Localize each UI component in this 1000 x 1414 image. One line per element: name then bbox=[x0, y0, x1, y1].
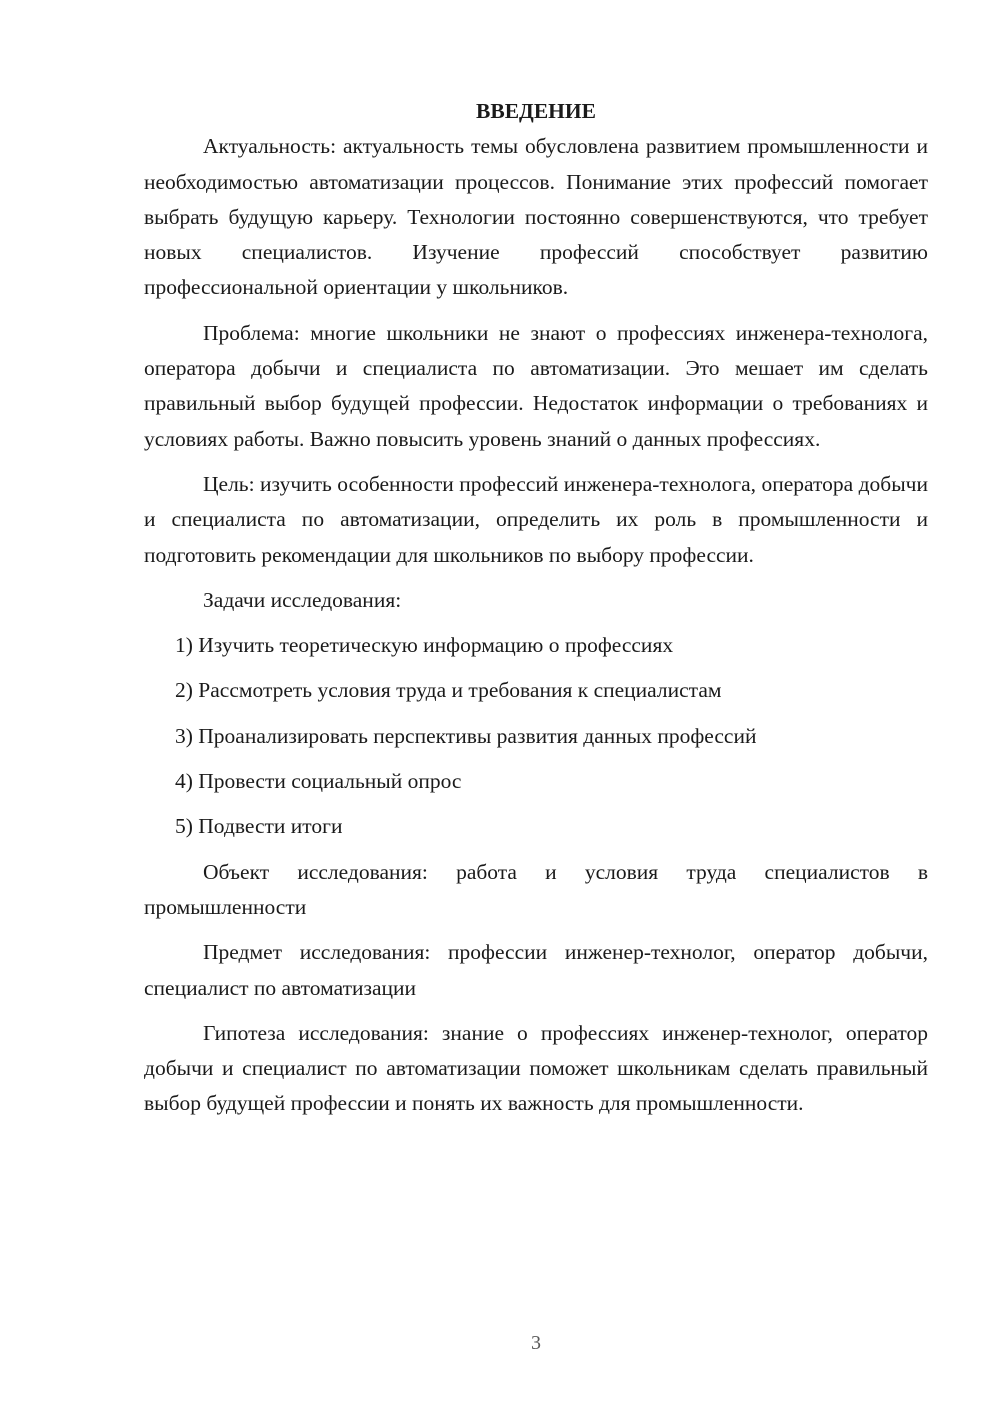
tasks-heading: Задачи исследования: bbox=[203, 587, 402, 612]
tasks-list bbox=[144, 628, 928, 844]
page-number: 3 bbox=[531, 1332, 541, 1354]
paragraph-subject: Предмет исследования: профессии инженер-технолог, оператор добычи, специалист по автоматизации bbox=[144, 940, 928, 1000]
paragraph-problem: Проблема: многие школьники не знают о профессиях инженера-технолога, оператора добычи и специалиста по автоматизации. Это мешает им сделать правильный выбор будущей профессии. Недостаток информации о требованиях и условиях работы. Важно повысить уровень знаний о данных профессиях. bbox=[144, 320, 928, 451]
list-item: 4) Провести социальный опрос bbox=[175, 769, 462, 794]
list-item: 3) Проанализировать перспективы развития данных профессий bbox=[175, 723, 757, 748]
page-title: ВВЕДЕНИЕ bbox=[476, 99, 596, 123]
list-item: 2) Рассмотреть условия труда и требования к специалистам bbox=[175, 678, 722, 703]
paragraph-hypothesis: Гипотеза исследования: знание о профессиях инженер-технолог, оператор добычи и специалист по автоматизации поможет школьникам сделать правильный выбор будущей профессии и понять их важность для промышленности. bbox=[144, 1020, 928, 1116]
list-item: 5) Подвести итоги bbox=[175, 814, 343, 839]
paragraph-relevance: Актуальность: актуальность темы обусловлена развитием промышленности и необходимостью автоматизации процессов. Понимание этих профессий помогает выбрать будущую карьеру. Технологии постоянно совершенствуются, что требует новых специалистов. Изучение профессий способствует развитию профессиональной ориентации у школьников. bbox=[144, 134, 928, 300]
page-content bbox=[144, 94, 928, 1122]
paragraph-goal: Цель: изучить особенности профессий инженера-технолога, оператора добычи и специалиста по автоматизации, определить их роль в промышленности и подготовить рекомендации для школьников по выбору профессии. bbox=[144, 471, 928, 567]
paragraph-object: Объект исследования: работа и условия труда специалистов в промышленности bbox=[144, 859, 928, 919]
list-item: 1) Изучить теоретическую информацию о профессиях bbox=[175, 633, 674, 658]
